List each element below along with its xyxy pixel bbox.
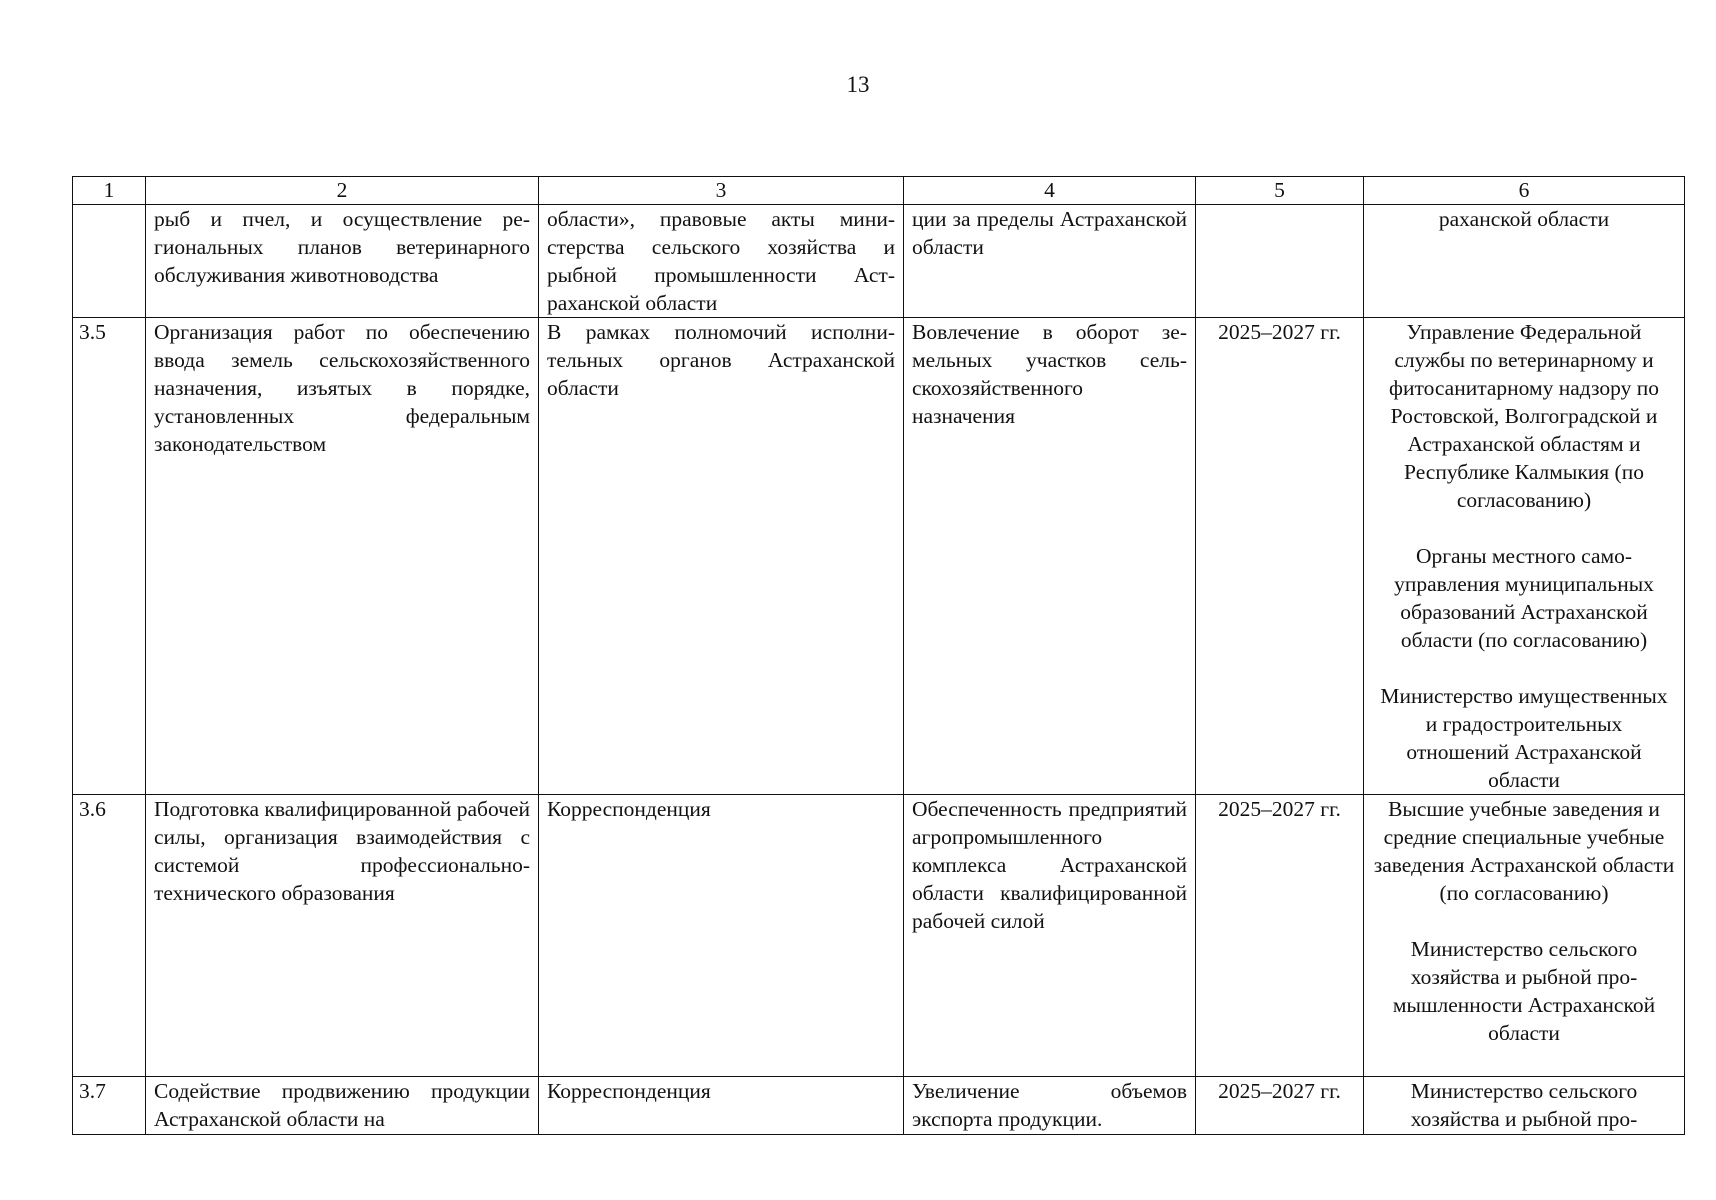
result-cell (904, 1077, 1196, 1135)
period-cell (1196, 205, 1364, 318)
period-text: 2025–2027 гг. (1218, 1079, 1341, 1103)
period-cell (1196, 1077, 1364, 1135)
executors-cell (1364, 1077, 1685, 1135)
page-number: 13 (846, 72, 870, 97)
basis-text: Корреспонденция (547, 1079, 711, 1103)
event-cell: Подготовка квалифицированной рабочей силы, организация взаимодействия с системой профессионально-технического образования (146, 795, 539, 1077)
event-cell: рыб и пчел, и осуществление региональных планов ветеринарного обслуживания животноводства (146, 205, 539, 318)
period-cell: 2025–2027 гг. (1196, 318, 1364, 795)
basis-cell: В рамках полномочий исполнительных органов Астраханской области (539, 318, 904, 795)
basis-cell: области», правовые акты министерства сельского хозяйства и рыбной промышленности Астраханской области (539, 205, 904, 318)
column-header-2: 2 (146, 177, 539, 205)
period-cell: 2025–2027 гг. (1196, 795, 1364, 1077)
executor-entry: Высшие учебные заведения и средние специальные учебные заведения Астраханской области (по согласованию) (1373, 797, 1675, 905)
event-cell: Организация работ по обеспечению ввода земель сельскохозяйственного назначения, изъятых в порядке, установленных федеральным законодательством (146, 318, 539, 795)
column-header-4: 4 (904, 177, 1196, 205)
column-header-5: 5 (1196, 177, 1364, 205)
row-number: 3.5 (73, 318, 146, 795)
column-header-6: 6 (1364, 177, 1685, 205)
row-number (73, 1077, 146, 1135)
executors-cell (1364, 318, 1685, 795)
table-row (73, 1077, 1685, 1135)
basis-cell: Корреспонденция (539, 795, 904, 1077)
basis-cell (539, 1077, 904, 1135)
result-cell: Вовлечение в оборот земельных участков сельскохозяйственного назначения (904, 318, 1196, 795)
row-number-text: 3.7 (79, 1079, 106, 1103)
table-row (73, 795, 1685, 1077)
executor-entry: Министерство сельского хозяйства и рыбной промышленности Астраханской области (1392, 937, 1656, 1045)
column-header-1: 1 (73, 177, 146, 205)
executor-entry: Органы местного самоуправления муниципальных образований Астраханской области (по согласованию) (1394, 544, 1654, 652)
event-text: Содействие продвижению продукции Астраханской области на (154, 1079, 530, 1131)
executor-entry: Управление Федеральной службы по ветеринарному и фитосанитарному надзору по Ростовской, Волгоградской и Астраханской областям и Республике Калмыкия (по согласованию) (1389, 320, 1659, 512)
result-text: Увеличение объемов экспорта продукции. (912, 1079, 1187, 1131)
executors-cell (1364, 795, 1685, 1077)
table-header-row (73, 177, 1685, 205)
column-header-3: 3 (539, 177, 904, 205)
executor-entry: Министерство имущественных и градостроительных отношений Астраханской области (1380, 684, 1668, 792)
table-row (73, 318, 1685, 795)
table-row (73, 205, 1685, 318)
row-number: 3.6 (73, 795, 146, 1077)
executors-cell (1364, 205, 1685, 318)
executor-entry: Министерство сельского хозяйства и рыбной про- (1410, 1079, 1638, 1131)
result-cell: ции за пределы Астраханской области (904, 205, 1196, 318)
row-number (73, 205, 146, 318)
result-cell: Обеспеченность предприятий агропромышленного комплекса Астраханской области квалифицированной рабочей силой (904, 795, 1196, 1077)
measures-table (72, 176, 1685, 1135)
event-cell (146, 1077, 539, 1135)
executor-entry: раханской области (1438, 207, 1610, 231)
